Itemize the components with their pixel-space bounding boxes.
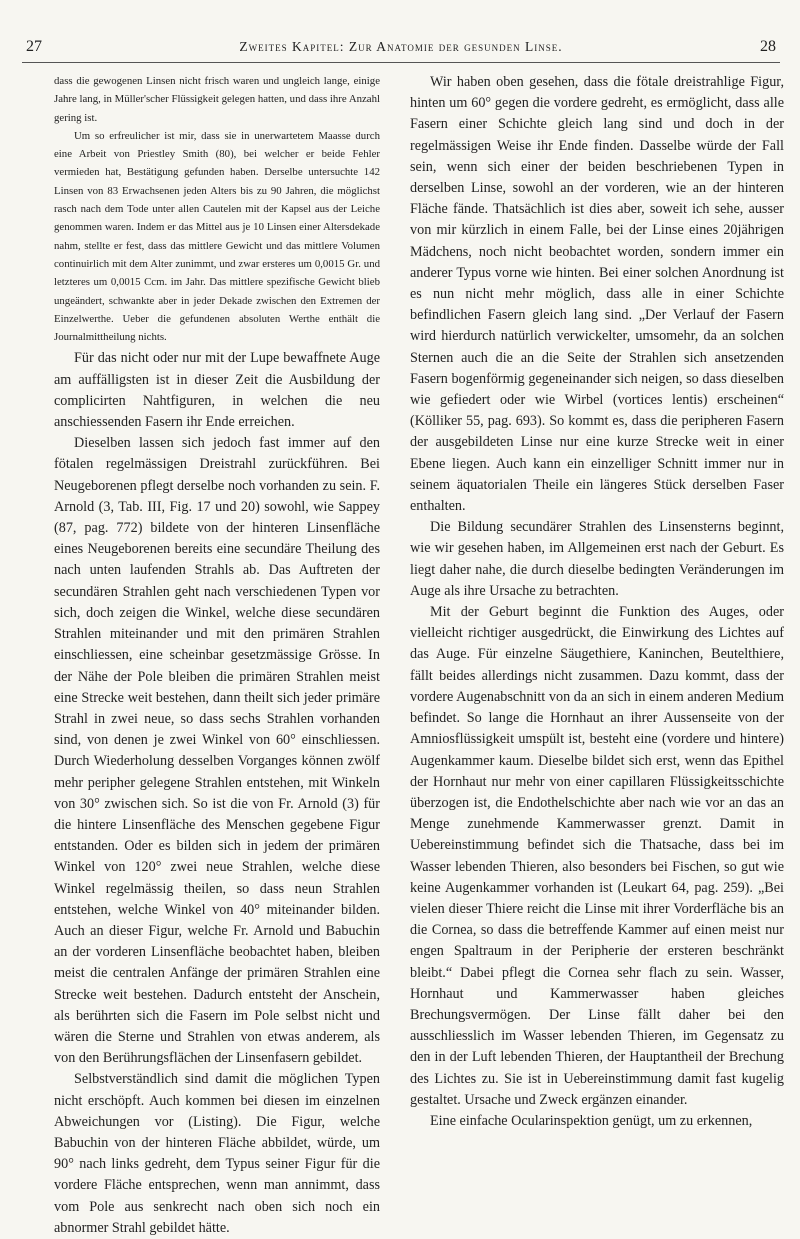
small-paragraph: Um so erfreulicher ist mir, dass sie in unerwartetem Maasse durch eine Arbeit von Priestley Smith (80), bei welcher er beide Fehler vermieden hat, Bestätigung gefunden haben. Derselbe untersuchte 142 Linsen von 83 Erwachsenen jeden Alters bis zu 90 Jahren, die möglichst rasch nach dem Tode unter allen Cautelen mit der Kapsel aus der Leiche genommen waren. Indem er das Mittel aus je 10 Linsen einer Altersdekade nahm, stellte er fest, dass das mittlere Gewicht und das mittlere Volumen continuirlich mit dem Alter zunimmt, und zwar ersteres um 0,0015 Gr. und letzteres um 0,0015 Ccm. im Jahr. Das mittlere spezifische Gewicht blieb ungeändert, schwankte aber in jeder Dekade zwischen den Extremen der Einzelwerthe. Ueber die gefundenen absoluten Werthe enthält die Journalmittheilung nichts. — [54, 129, 380, 344]
right-column — [410, 72, 784, 1132]
running-title: Zweites Kapitel: Zur Anatomie der gesunden Linse. — [239, 39, 563, 54]
running-header — [22, 38, 780, 63]
page-number-left: 27 — [26, 38, 42, 55]
paragraph: Wir haben oben gesehen, dass die fötale dreistrahlige Figur, hinten um 60° gegen die vordere gedreht, es ermöglicht, dass alle Fasern einer Schichte gleich lang sind und doch in der regelmässigen Weise ihr Ende finden. Dasselbe würde der Fall sein, wenn sich einer der beiden beschriebenen Typen in derselben Linse, sowohl an der vorderen, wie an der hinteren Fläche fände. Thatsächlich ist dies aber, soweit ich sehe, ausser von mir kürzlich in einem Falle, bei der Linse eines 20jährigen Mädchens, noch nicht beobachtet worden, sondern immer ein anderer Typus vorne wie hinten. Bei einer solchen Anordnung ist es nun nicht mehr möglich, dass alle in einer Schichte befindlichen Fasern gleich lang sind. „Der Verlauf der Fasern wird hierdurch natürlich verwickelter, umsomehr, da an solchen Sternen auch die an die Seite der Strahlen sich ansetzenden Fasern bogenförmig gegeneinander sich neigen, so dass dieselben wie gefiedert oder wie Wirbel (vortices lentis) erscheinen“ (Kölliker 55, pag. 693). So kommt es, dass die peripheren Fasern der ausgebildeten Linse nur eine kurze Strecke weit in einer Ebene liegen. Auch kann ein einzelliger Schnitt immer nur in seinem äquatorialen Theile ein längeres Stück derselben Faser enthalten. — [410, 74, 784, 515]
left-column — [54, 72, 380, 1239]
body-text — [410, 72, 784, 1132]
paragraph: Die Bildung secundärer Strahlen des Linsensterns beginnt, wie wir gesehen haben, im Allgemeinen erst nach der Geburt. Es liegt daher nahe, die durch dieselbe bedingten Veränderungen im Auge als ihre Ursache zu betrachten. — [410, 519, 784, 599]
body-text — [54, 348, 380, 1239]
small-paragraph: dass die gewogenen Linsen nicht frisch waren und ungleich lange, einige Jahre lang, in Müller'scher Flüssigkeit gelegen hatten, und dass ihre Anzahl gering ist. — [54, 75, 380, 124]
paragraph: Dieselben lassen sich jedoch fast immer auf den fötalen regelmässigen Dreistrahl zurückführen. Bei Neugeborenen pflegt derselbe noch vorhanden zu sein. F. Arnold (3, Tab. III, Fig. 17 und 20) sowohl, wie Sappey (87, pag. 772) bildete von der hinteren Linsenfläche eines Neugeborenen bereits eine secundäre Theilung des nach unten laufenden Strahls ab. Das Auftreten der secundären Strahlen geht nach verschiedenen Typen vor sich, doch zeigen die Winkel, welche diese secundären Strahlen miteinander und mit den primären Strahlen einschliessen, eine scheinbar gesetzmässige Grösse. In der Nähe der Pole bleiben die primären Strahlen meist eine Strecke weit bestehen, dann theilt sich jeder primäre Strahl in zwei neue, so dass sechs Strahlen vorhanden sind, von denen je zwei Winkel von 60° einschliessen. Durch Wiederholung desselben Vorganges können zwölf mehr peripher gelegene Strahlen entstehen, mit Winkeln von 30° zwischen sich. So ist die von Fr. Arnold (3) für die hintere Linsenfläche des Menschen gegebene Figur entstanden. Oder es bilden sich in jedem der primären Winkel von 120° zwei neue Strahlen, welche diese Winkel regelmässig theilen, so dass neun Strahlen entstehen, welche Winkel von 40° miteinander bilden. Auch an dieser Figur, welche Fr. Arnold und Babuchin an der vorderen Linsenfläche beobachtet haben, bleiben meist die centralen Anfänge der primären Strahlen eine Strecke weit bestehen. Dadurch entsteht der Anschein, als berührten sich die Fasern im Pole selbst nicht und wären die Sterne und Strahlen von etwas anderem, als von den Berührungsflächen der Linsenfasern gebildet. — [54, 435, 380, 1067]
paragraph: Für das nicht oder nur mit der Lupe bewaffnete Auge am auffälligsten ist in dieser Zeit die Ausbildung der complicirten Nahtfiguren, in welchen die neu anschiessenden Fasern ihr Ende erreichen. — [54, 350, 380, 431]
footnote-block — [54, 72, 380, 346]
paragraph: Selbstverständlich sind damit die möglichen Typen nicht erschöpft. Auch kommen bei diesen im einzelnen Abweichungen vor (Listing). Die Figur, welche Babuchin von der hinteren Fläche abbildet, würde, um 90° nach links gedreht, dem Typus seiner Figur für die vordere Fläche entsprechen, wenn man annimmt, dass vom Pole aus senkrecht nach oben sich noch ein abnormer Strahl gebildet hätte. — [54, 1071, 380, 1236]
paragraph: Mit der Geburt beginnt die Funktion des Auges, oder vielleicht richtiger ausgedrückt, die Einwirkung des Lichtes auf das Auge. Für einzelne Säugethiere, Kaninchen, Beutelthiere, fällt beides allerdings nicht zusammen. Dazu kommt, dass der vordere Augenabschnitt von da an sich in einem anderen Medium befindet. So lange die Hornhaut an ihrer Aussenseite von der Amniosflüssigkeit umspült ist, besteht eine (vordere und hintere) Augenkammer kaum. Dieselbe bildet sich erst, wenn das Epithel der Hornhaut nur mehr von einer capillaren Flüssigkeitsschichte überzogen ist, die Endothelschichte aber nach wie vor an das an Menge zunehmende Kammerwasser grenzt. Damit in Uebereinstimmung befindet sich die Thatsache, dass bei im Wasser lebenden Thieren, also besonders bei Fischen, so gut wie keine Augenkammer vorhanden ist (Leukart 64, pag. 259). „Bei vielen dieser Thiere reicht die Linse mit ihrer Vorderfläche bis an die Cornea, so dass die betreffende Kammer auf einen meist nur engen Spaltraum in der Peripherie der ersteren beschränkt bleibt.“ Dabei pflegt die Cornea sehr flach zu sein. Wasser, Hornhaut und Kammerwasser haben gleiches Brechungsvermögen. Der Linse fällt daher bei den ausschliesslich im Wasser lebenden Thieren, im Gegensatz zu den in der Luft lebenden Thieren, der Hauptantheil der Brechung des Lichtes zu. Sie ist in Uebereinstimmung damit fast kugelig gestaltet. Ursache und Zweck ergänzen einander. — [410, 604, 784, 1108]
page-number-right: 28 — [760, 38, 776, 55]
paragraph: Eine einfache Ocularinspektion genügt, um zu erkennen, — [430, 1112, 753, 1129]
